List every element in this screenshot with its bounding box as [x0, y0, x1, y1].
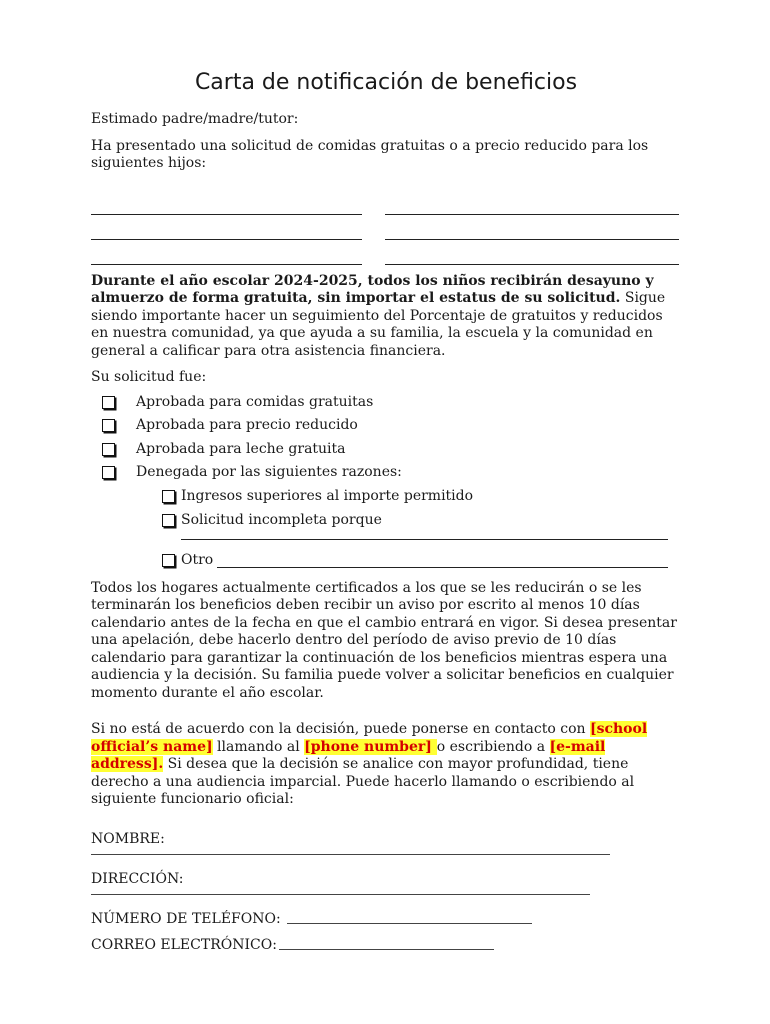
child-name-line[interactable]: [91, 239, 362, 240]
children-name-lines: [91, 200, 681, 264]
option-free-meals[interactable]: Aprobada para comidas gratuitas: [91, 394, 681, 418]
child-name-line[interactable]: [385, 264, 679, 265]
email-line[interactable]: [279, 949, 494, 950]
address-line[interactable]: [91, 894, 590, 895]
intro-paragraph: Ha presentado una solicitud de comidas gratuitas o a precio reducido para los siguientes hijos:: [91, 137, 649, 171]
reason-income[interactable]: Ingresos superiores al importe permitido: [91, 488, 681, 512]
email-label: CORREO ELECTRÓNICO:: [91, 936, 277, 953]
child-name-line[interactable]: [385, 214, 679, 215]
reason-other[interactable]: Otro: [91, 550, 681, 580]
checkbox-icon[interactable]: [162, 514, 175, 527]
notice-bold: Durante el año escolar 2024-2025, todos los niños recibirán desayuno y almuerzo de forma gratuita, sin importar el estatus de su solicitud.: [91, 272, 654, 306]
official-contact-fields: [91, 830, 681, 960]
name-label: NOMBRE:: [91, 830, 165, 847]
reason-incomplete[interactable]: Solicitud incompleta porque: [91, 512, 681, 536]
greeting: Estimado padre/madre/tutor:: [91, 111, 299, 127]
checkbox-icon[interactable]: [102, 443, 115, 456]
checkbox-icon[interactable]: [162, 554, 175, 567]
option-reduced-price[interactable]: Aprobada para precio reducido: [91, 417, 681, 441]
name-line[interactable]: [91, 854, 610, 855]
letter-title: Carta de notificación de beneficios: [194, 70, 578, 95]
incomplete-reason-line[interactable]: [181, 539, 668, 540]
option-free-milk[interactable]: Aprobada para leche gratuita: [91, 441, 681, 465]
email-placeholder: [e-mail address].: [91, 738, 606, 772]
notice-paragraph: [91, 273, 681, 361]
contact-paragraph: Si no está de acuerdo con la decisión, puede ponerse en contacto con [school official’s name] llamando al [phone number] o escribiendo a [e-mail address]. Si desea que la decisión se analice con mayor profundidad, tiene derecho a una audiencia imparcial. Puede hacerlo llamando o escribiendo al siguiente funcionario oficial:: [91, 721, 648, 807]
letter-page: [91, 70, 681, 960]
address-label: DIRECCIÓN:: [91, 870, 184, 887]
result-label: Su solicitud fue:: [91, 369, 207, 385]
checkbox-icon[interactable]: [102, 396, 115, 409]
child-name-line[interactable]: [91, 264, 362, 265]
checkbox-icon[interactable]: [162, 490, 175, 503]
child-name-line[interactable]: [91, 214, 362, 215]
official-name-placeholder: [school official’s name]: [91, 721, 648, 755]
notice-rest: Sigue siendo importante hacer un seguimiento del Porcentaje de gratuitos y reducidos en nuestra comunidad, ya que ayuda a su familia, la escuela y la comunidad en general a calificar para otra asistencia financiera.: [91, 290, 666, 359]
result-options: [91, 394, 681, 580]
phone-placeholder: [phone number]: [304, 738, 437, 755]
child-name-line[interactable]: [385, 239, 679, 240]
households-paragraph: Todos los hogares actualmente certificados a los que se les reducirán o se les terminarán los beneficios deben recibir un aviso por escrito al menos 10 días calendario antes de la fecha en que el cambio entrará en vigor. Si desea presentar una apelación, debe hacerlo dentro del período de aviso previo de 10 días calendario para garantizar la continuación de los beneficios mientras espera una audiencia y la decisión. Su familia puede volver a solicitar beneficios en cualquier momento durante el año escolar.: [91, 579, 677, 701]
option-denied[interactable]: Denegada por las siguientes razones:: [91, 464, 681, 488]
phone-label: NÚMERO DE TELÉFONO:: [91, 910, 281, 927]
phone-line[interactable]: [287, 923, 532, 924]
checkbox-icon[interactable]: [102, 419, 115, 432]
other-reason-line[interactable]: [217, 567, 668, 568]
checkbox-icon[interactable]: [102, 466, 115, 479]
